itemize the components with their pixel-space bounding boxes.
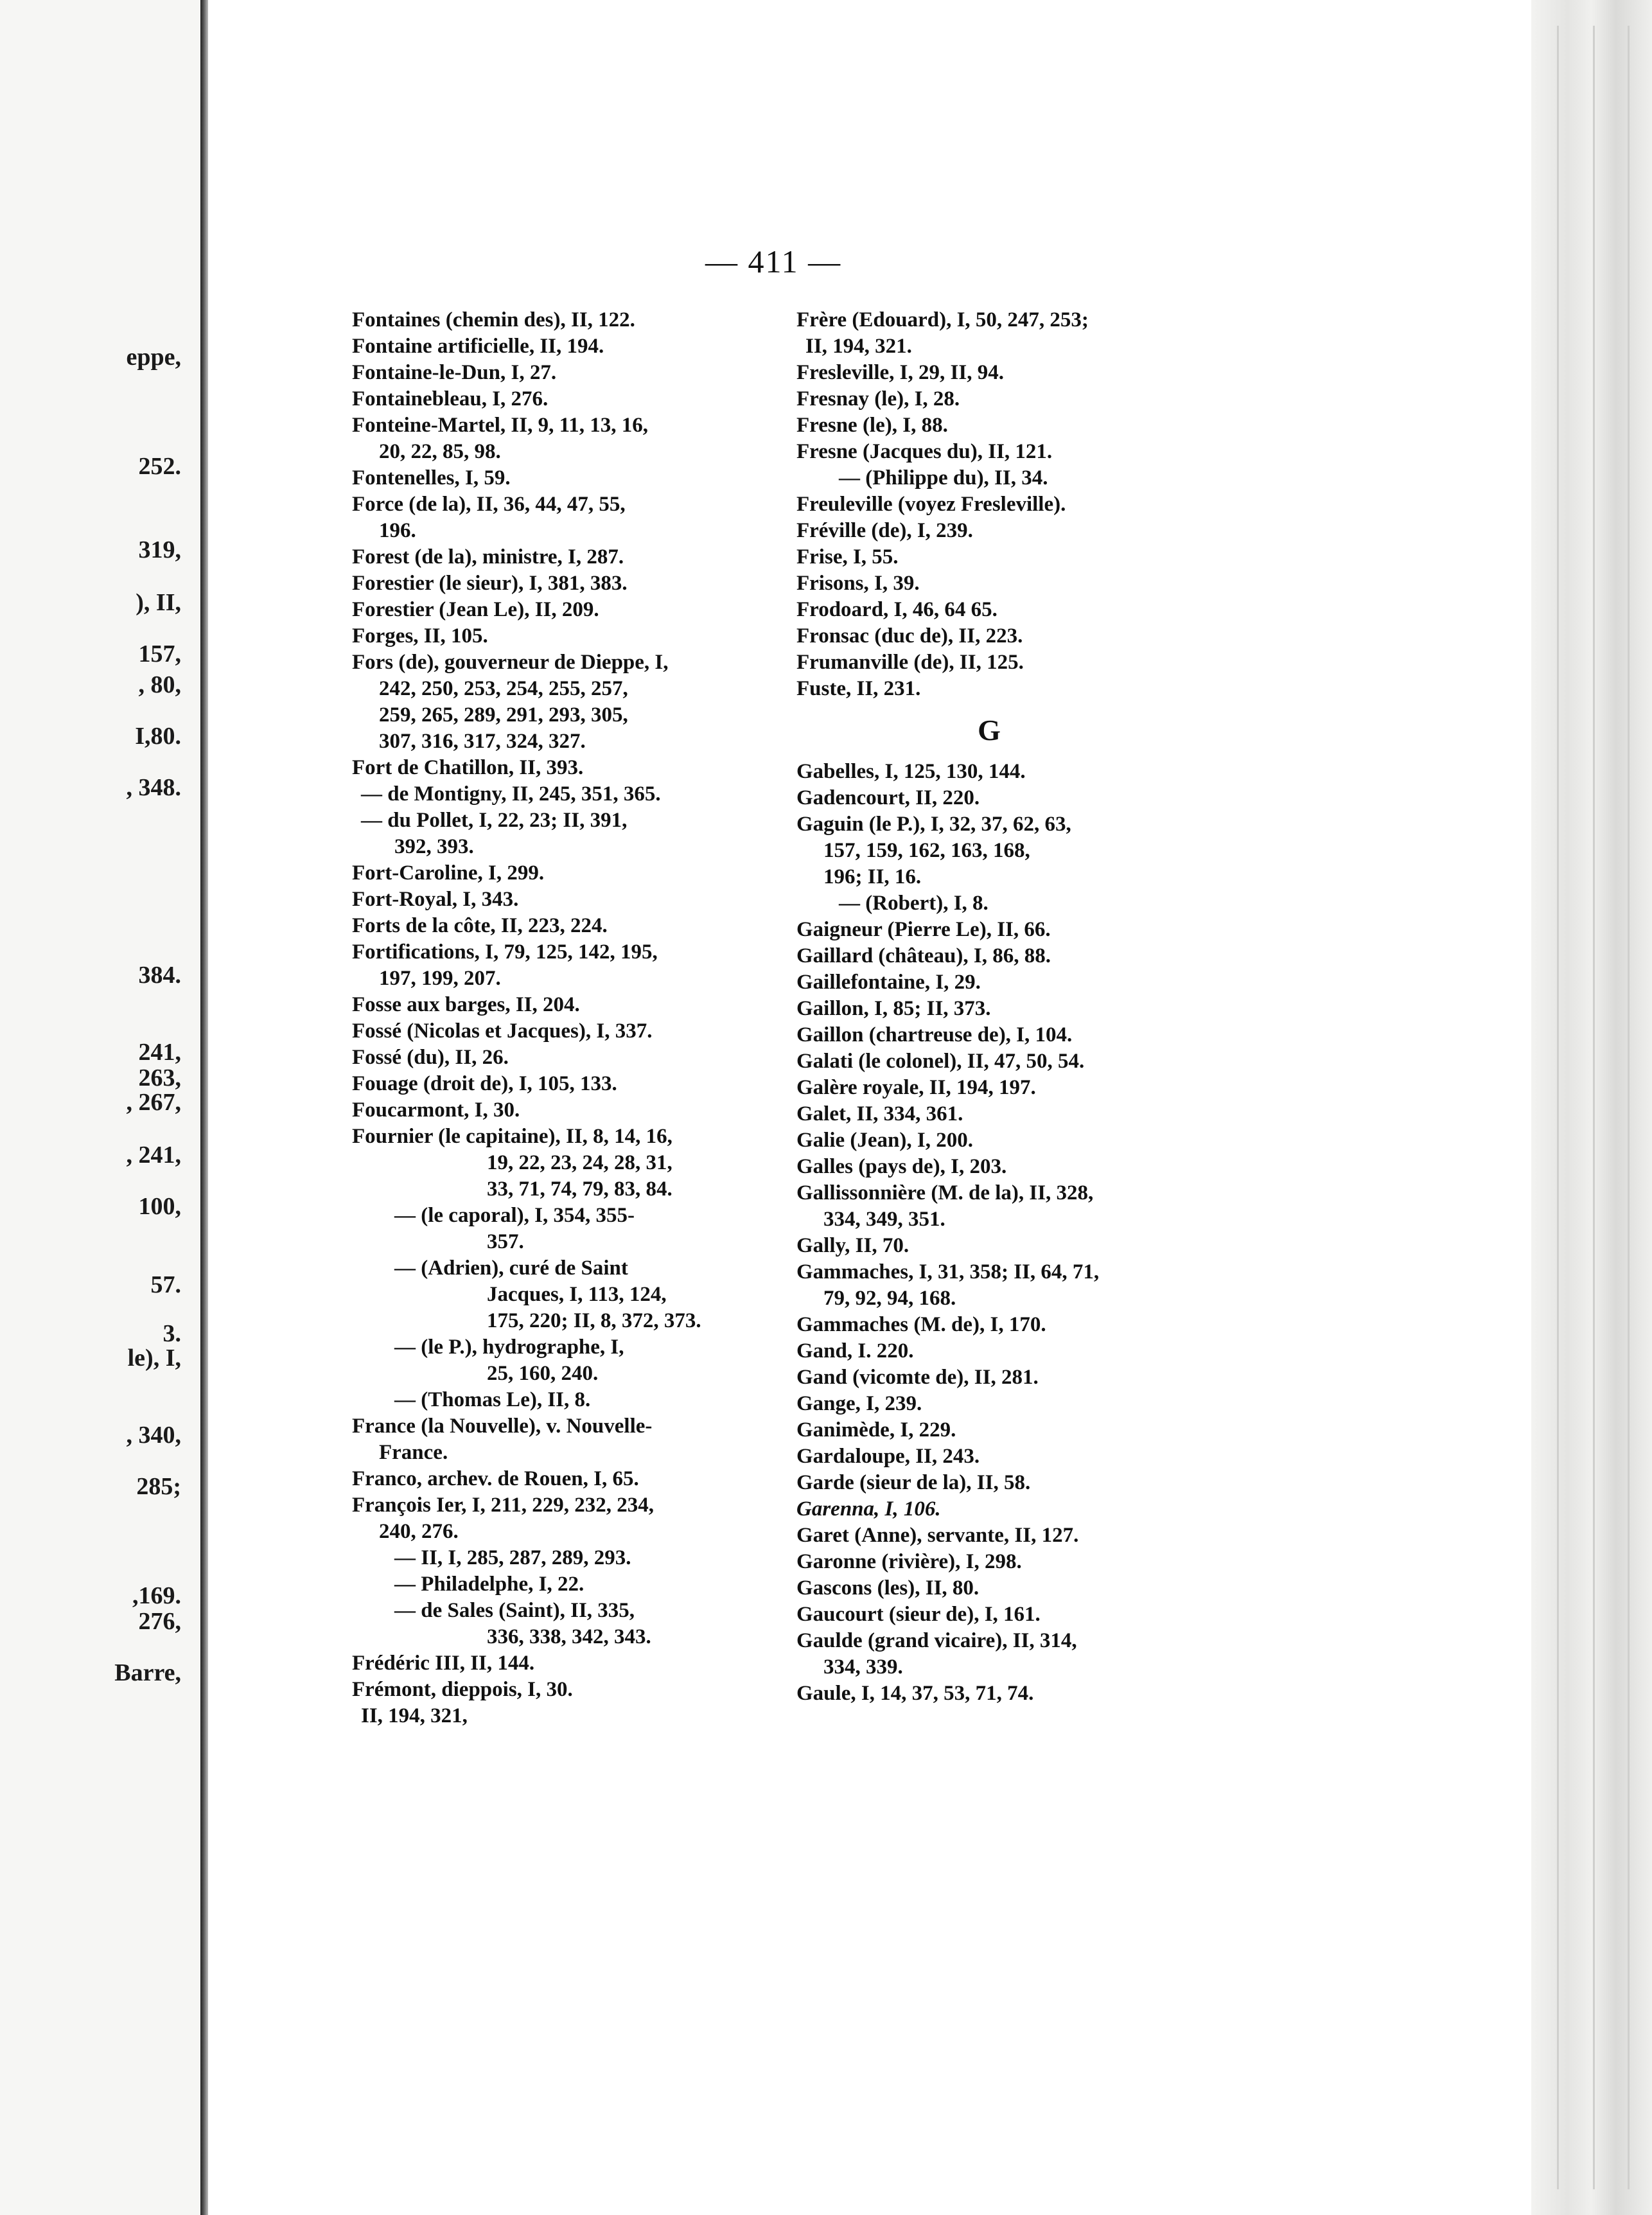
index-entry <box>796 1180 1233 1233</box>
index-entry-line: Gaguin (le P.), I, 32, 37, 62, 63, <box>796 813 1071 836</box>
index-entry <box>352 1413 789 1466</box>
index-entry-line: Galie (Jean), I, 200. <box>796 1129 973 1152</box>
index-entry-line: Garet (Anne), servante, II, 127. <box>796 1524 1079 1547</box>
index-entry-line: 334, 339. <box>823 1655 903 1679</box>
index-entry-line: Gardaloupe, II, 243. <box>796 1445 980 1468</box>
index-entry-line: Fontaine-le-Dun, I, 27. <box>352 361 557 384</box>
facing-page-text-fragment: , 241, <box>126 1142 181 1169</box>
facing-page-text-fragment: 384. <box>138 962 181 989</box>
index-entry-line: 392, 393. <box>394 835 474 858</box>
index-entry <box>352 1018 789 1045</box>
index-entry-line: Frère (Edouard), I, 50, 247, 253; <box>796 308 1089 331</box>
index-entry-line: 196; II, 16. <box>823 865 922 888</box>
index-entry-line: Gand, I. 220. <box>796 1339 914 1363</box>
index-entry <box>352 491 789 544</box>
index-entry-line: Fontaine artificielle, II, 194. <box>352 335 604 358</box>
facing-page-text-fragment: eppe, <box>126 344 181 371</box>
index-entry-line: Gallissonnière (M. de la), II, 328, <box>796 1181 1094 1205</box>
facing-page-text-fragment: , 80, <box>138 671 181 698</box>
index-entry-line: Fonteine-Martel, II, 9, 11, 13, 16, <box>352 414 649 437</box>
index-entry-line: 336, 338, 342, 343. <box>487 1625 651 1648</box>
index-entry-line: — de Sales (Saint), II, 335, <box>394 1599 635 1622</box>
index-entry <box>796 386 1233 412</box>
index-entry <box>352 860 789 887</box>
index-entry <box>796 1022 1233 1048</box>
facing-page-text-fragment: , 348. <box>126 774 181 801</box>
index-entry-line: Fortifications, I, 79, 125, 142, 195, <box>352 940 658 964</box>
index-entry <box>796 465 1233 491</box>
index-entry <box>352 992 789 1018</box>
index-entry <box>796 1522 1233 1549</box>
facing-page-text-fragment: , 340, <box>126 1422 181 1449</box>
index-entry-line: — du Pollet, I, 22, 23; II, 391, <box>361 809 628 832</box>
index-entry <box>352 307 789 333</box>
index-entry <box>796 1233 1233 1259</box>
index-entry-line: Frémont, dieppois, I, 30. <box>352 1678 573 1701</box>
index-entry-line: — II, I, 285, 287, 289, 293. <box>394 1546 631 1569</box>
index-entry-line: Fors (de), gouverneur de Dieppe, I, <box>352 651 669 674</box>
index-entry-line: Frise, I, 55. <box>796 545 899 569</box>
index-entry-line: Fresnay (le), I, 28. <box>796 387 960 410</box>
index-entry-line: Fort-Royal, I, 343. <box>352 888 519 911</box>
index-entry <box>796 1391 1233 1417</box>
index-entry <box>352 1255 789 1334</box>
index-entry-line: — (Adrien), curé de Saint <box>394 1257 628 1280</box>
facing-page-text-fragment: Barre, <box>114 1659 181 1686</box>
index-entry-line: Galati (le colonel), II, 47, 50, 54. <box>796 1050 1085 1073</box>
index-entry <box>352 1124 789 1203</box>
index-entry <box>352 1097 789 1124</box>
index-entry-line: 33, 71, 74, 79, 83, 84. <box>487 1178 672 1201</box>
index-entry <box>352 386 789 412</box>
index-entry <box>796 1575 1233 1602</box>
index-entry-line: Gammaches, I, 31, 358; II, 64, 71, <box>796 1260 1100 1284</box>
facing-page-text-fragment: 263, <box>138 1064 181 1091</box>
index-entry-line: 357. <box>487 1230 524 1253</box>
index-entry <box>796 1127 1233 1154</box>
index-entry <box>796 1338 1233 1364</box>
index-entry <box>796 1470 1233 1496</box>
index-entry <box>796 1628 1233 1681</box>
index-entry-line: Frédéric III, II, 144. <box>352 1652 535 1675</box>
index-entry-line: 25, 160, 240. <box>487 1362 599 1385</box>
facing-page-text-fragment: 57. <box>150 1271 181 1298</box>
index-entry <box>352 649 789 755</box>
index-entry-line: Gaillard (château), I, 86, 88. <box>796 944 1051 967</box>
index-entry <box>796 1154 1233 1180</box>
facing-page-fragment <box>0 0 204 2215</box>
index-entry <box>352 1703 789 1729</box>
index-entry-line: Forts de la côte, II, 223, 224. <box>352 914 608 937</box>
index-entry-line: Fontainebleau, I, 276. <box>352 387 549 410</box>
index-entry <box>352 333 789 360</box>
index-entry-line: 307, 316, 317, 324, 327. <box>379 730 586 753</box>
facing-page-text-fragment: 100, <box>138 1193 181 1220</box>
index-entry-line: Forestier (Jean Le), II, 209. <box>352 598 599 621</box>
index-entry-line: 196. <box>379 519 416 542</box>
index-entry-line: Fresne (le), I, 88. <box>796 414 948 437</box>
index-entry-line: Freuleville (voyez Fresleville). <box>796 493 1066 516</box>
facing-page-text-fragment: le), I, <box>127 1345 181 1372</box>
index-entry <box>796 785 1233 811</box>
index-entry-line: Fresne (Jacques du), II, 121. <box>796 440 1053 463</box>
index-entry <box>796 1048 1233 1075</box>
index-entry <box>352 360 789 386</box>
index-entry-line: Forges, II, 105. <box>352 624 488 648</box>
index-entry <box>796 597 1233 623</box>
index-entry <box>796 1443 1233 1470</box>
index-entry <box>796 943 1233 969</box>
index-entry-line: Fort de Chatillon, II, 393. <box>352 756 584 779</box>
index-entry-line: Jacques, I, 113, 124, <box>487 1283 667 1306</box>
index-entry-line: Gabelles, I, 125, 130, 144. <box>796 760 1026 783</box>
index-entry-line: Garonne (rivière), I, 298. <box>796 1550 1022 1573</box>
index-entry-line: Frisons, I, 39. <box>796 572 920 595</box>
index-entry <box>352 781 789 807</box>
index-entry-line: Fuste, II, 231. <box>796 677 921 700</box>
index-entry-line: Gaigneur (Pierre Le), II, 66. <box>796 918 1051 941</box>
facing-page-text-fragment: ,169. <box>132 1582 181 1609</box>
index-entry-line: Gaulde (grand vicaire), II, 314, <box>796 1629 1077 1652</box>
index-entry <box>796 1496 1233 1522</box>
index-entry <box>796 518 1233 544</box>
index-entry-line: 79, 92, 94, 168. <box>823 1287 956 1310</box>
index-entry <box>796 969 1233 996</box>
index-entry <box>796 412 1233 439</box>
index-entry <box>796 1312 1233 1338</box>
index-entry-line: Fresleville, I, 29, II, 94. <box>796 361 1004 384</box>
index-entry <box>796 759 1233 785</box>
index-entry-line: Fréville (de), I, 239. <box>796 519 973 542</box>
index-entry-line: 20, 22, 85, 98. <box>379 440 501 463</box>
index-entry <box>352 887 789 913</box>
facing-page-text-fragment: 157, <box>138 640 181 667</box>
index-entry <box>796 917 1233 943</box>
index-entry <box>352 1677 789 1703</box>
index-entry-line: 157, 159, 162, 163, 168, <box>823 839 1030 862</box>
index-entry-line: 259, 265, 289, 291, 293, 305, <box>379 703 628 727</box>
index-entry-line: Gaucourt (sieur de), I, 161. <box>796 1603 1041 1626</box>
index-column-right-g-entries <box>796 759 1233 1707</box>
index-entry <box>796 491 1233 518</box>
index-entry <box>352 807 789 860</box>
index-entry <box>352 544 789 570</box>
index-entry-line: 175, 220; II, 8, 372, 373. <box>487 1309 701 1332</box>
index-entry <box>352 597 789 623</box>
index-entry <box>352 1071 789 1097</box>
index-entry-line: Forest (de la), ministre, I, 287. <box>352 545 624 569</box>
index-entry <box>352 570 789 597</box>
facing-page-text-fragment: 276, <box>138 1608 181 1635</box>
index-entry-line: 19, 22, 23, 24, 28, 31, <box>487 1151 672 1174</box>
index-entry <box>796 676 1233 702</box>
index-entry <box>352 913 789 939</box>
index-entry <box>796 439 1233 465</box>
index-column-right-f-entries <box>796 307 1233 702</box>
index-entry-line: 197, 199, 207. <box>379 967 501 990</box>
index-entry <box>352 1650 789 1677</box>
index-entry-line: Franco, archev. de Rouen, I, 65. <box>352 1467 639 1490</box>
index-entry-line: II, 194, 321. <box>805 335 912 358</box>
index-entry <box>796 1549 1233 1575</box>
index-entry-line: 242, 250, 253, 254, 255, 257, <box>379 677 628 700</box>
facing-page-text-fragment: 252. <box>138 453 181 480</box>
index-entry <box>796 570 1233 597</box>
index-entry-line: Gand (vicomte de), II, 281. <box>796 1366 1039 1389</box>
index-entry <box>796 623 1233 649</box>
index-entry-line: — (Robert), I, 8. <box>839 892 989 915</box>
index-entry-line: Gange, I, 239. <box>796 1392 922 1415</box>
index-entry-line: Gammaches (M. de), I, 170. <box>796 1313 1046 1336</box>
index-entry <box>352 465 789 491</box>
index-entry <box>352 755 789 781</box>
index-entry-line: Garde (sieur de la), II, 58. <box>796 1471 1031 1494</box>
index-entry <box>796 996 1233 1022</box>
index-entry-line: France (la Nouvelle), v. Nouvelle- <box>352 1415 653 1438</box>
index-entry-line: Gascons (les), II, 80. <box>796 1576 980 1600</box>
index-column-left <box>352 307 789 1729</box>
index-entry <box>352 1545 789 1571</box>
index-entry <box>352 412 789 465</box>
index-entry <box>796 811 1233 890</box>
index-entry <box>352 1466 789 1492</box>
index-entry <box>796 360 1233 386</box>
index-entry <box>352 623 789 649</box>
index-entry-line: — de Montigny, II, 245, 351, 365. <box>361 782 661 806</box>
index-entry-line: — (le caporal), I, 354, 355- <box>394 1204 635 1227</box>
index-entry <box>796 1101 1233 1127</box>
index-entry-line: Gaillefontaine, I, 29. <box>796 971 981 994</box>
index-entry <box>352 1334 789 1387</box>
index-entry-line: Fouage (droit de), I, 105, 133. <box>352 1072 617 1095</box>
index-entry <box>796 307 1233 360</box>
index-entry <box>352 1598 789 1650</box>
letter-heading: G <box>978 714 1001 746</box>
index-entry <box>352 939 789 992</box>
index-entry-line: Galère royale, II, 194, 197. <box>796 1076 1036 1099</box>
page-number: — 411 — <box>705 243 842 279</box>
facing-page-text-fragment: ), II, <box>136 589 181 616</box>
facing-page-text-fragment: , 267, <box>126 1089 181 1116</box>
book-gutter <box>200 0 208 2215</box>
index-entry-line: Ganimède, I, 229. <box>796 1418 956 1442</box>
index-entry-line: France. <box>379 1441 448 1464</box>
index-entry-line: Fossé (du), II, 26. <box>352 1046 509 1069</box>
index-entry-line: Forestier (le sieur), I, 381, 383. <box>352 572 628 595</box>
index-entry <box>796 544 1233 570</box>
index-entry-line: Gally, II, 70. <box>796 1234 909 1257</box>
index-entry <box>796 1259 1233 1312</box>
index-entry <box>796 1417 1233 1443</box>
index-entry <box>352 1492 789 1545</box>
index-entry-line: Fossé (Nicolas et Jacques), I, 337. <box>352 1019 653 1043</box>
index-entry-line: — Philadelphe, I, 22. <box>394 1573 584 1596</box>
facing-page-text-fragment: 319, <box>138 536 181 563</box>
index-entry <box>352 1045 789 1071</box>
index-entry-line: Fosse aux barges, II, 204. <box>352 993 580 1016</box>
index-entry-line: Gaule, I, 14, 37, 53, 71, 74. <box>796 1682 1034 1705</box>
index-entry-line: Garenna, I, 106. <box>796 1497 941 1521</box>
index-entry-line: Galet, II, 334, 361. <box>796 1102 963 1125</box>
index-entry-line: 334, 349, 351. <box>823 1208 945 1231</box>
index-entry-line: 240, 276. <box>379 1520 459 1543</box>
index-column-right <box>796 307 1233 1707</box>
index-entry-line: Fontaines (chemin des), II, 122. <box>352 308 635 331</box>
index-entry <box>352 1203 789 1255</box>
index-entry-line: Fronsac (duc de), II, 223. <box>796 624 1023 648</box>
page-edge <box>1531 0 1652 2215</box>
index-entry-line: Gaillon, I, 85; II, 373. <box>796 997 991 1020</box>
facing-page-text-fragment: 241, <box>138 1039 181 1066</box>
facing-page-text-fragment: 3. <box>163 1320 181 1347</box>
index-entry-line: Gaillon (chartreuse de), I, 104. <box>796 1023 1073 1046</box>
index-entry-line: Fort-Caroline, I, 299. <box>352 861 545 885</box>
index-entry <box>352 1387 789 1413</box>
index-entry-line: — (Philippe du), II, 34. <box>839 466 1048 490</box>
index-entry <box>796 1364 1233 1391</box>
index-entry <box>796 649 1233 676</box>
index-entry-line: Gadencourt, II, 220. <box>796 786 980 809</box>
index-entry-line: François Ier, I, 211, 229, 232, 234, <box>352 1494 654 1517</box>
index-entry-line: Fontenelles, I, 59. <box>352 466 511 490</box>
index-entry-line: II, 194, 321, <box>361 1704 468 1727</box>
index-entry-line: Force (de la), II, 36, 44, 47, 55, <box>352 493 626 516</box>
index-entry-line: Galles (pays de), I, 203. <box>796 1155 1007 1178</box>
index-entry <box>796 1075 1233 1101</box>
index-entry-line: Frumanville (de), II, 125. <box>796 651 1024 674</box>
index-entry-line: — (Thomas Le), II, 8. <box>394 1388 591 1411</box>
index-entry-line: Frodoard, I, 46, 64 65. <box>796 598 997 621</box>
index-entry-line: — (le P.), hydrographe, I, <box>394 1336 624 1359</box>
index-entry <box>796 1681 1233 1707</box>
index-entry <box>796 890 1233 917</box>
index-entry <box>352 1571 789 1598</box>
index-entry <box>796 1602 1233 1628</box>
facing-page-text-fragment: I,80. <box>135 723 181 750</box>
facing-page-text-fragment: 285; <box>136 1473 181 1500</box>
index-entry-line: Fournier (le capitaine), II, 8, 14, 16, <box>352 1125 672 1148</box>
index-entry-line: Foucarmont, I, 30. <box>352 1099 520 1122</box>
